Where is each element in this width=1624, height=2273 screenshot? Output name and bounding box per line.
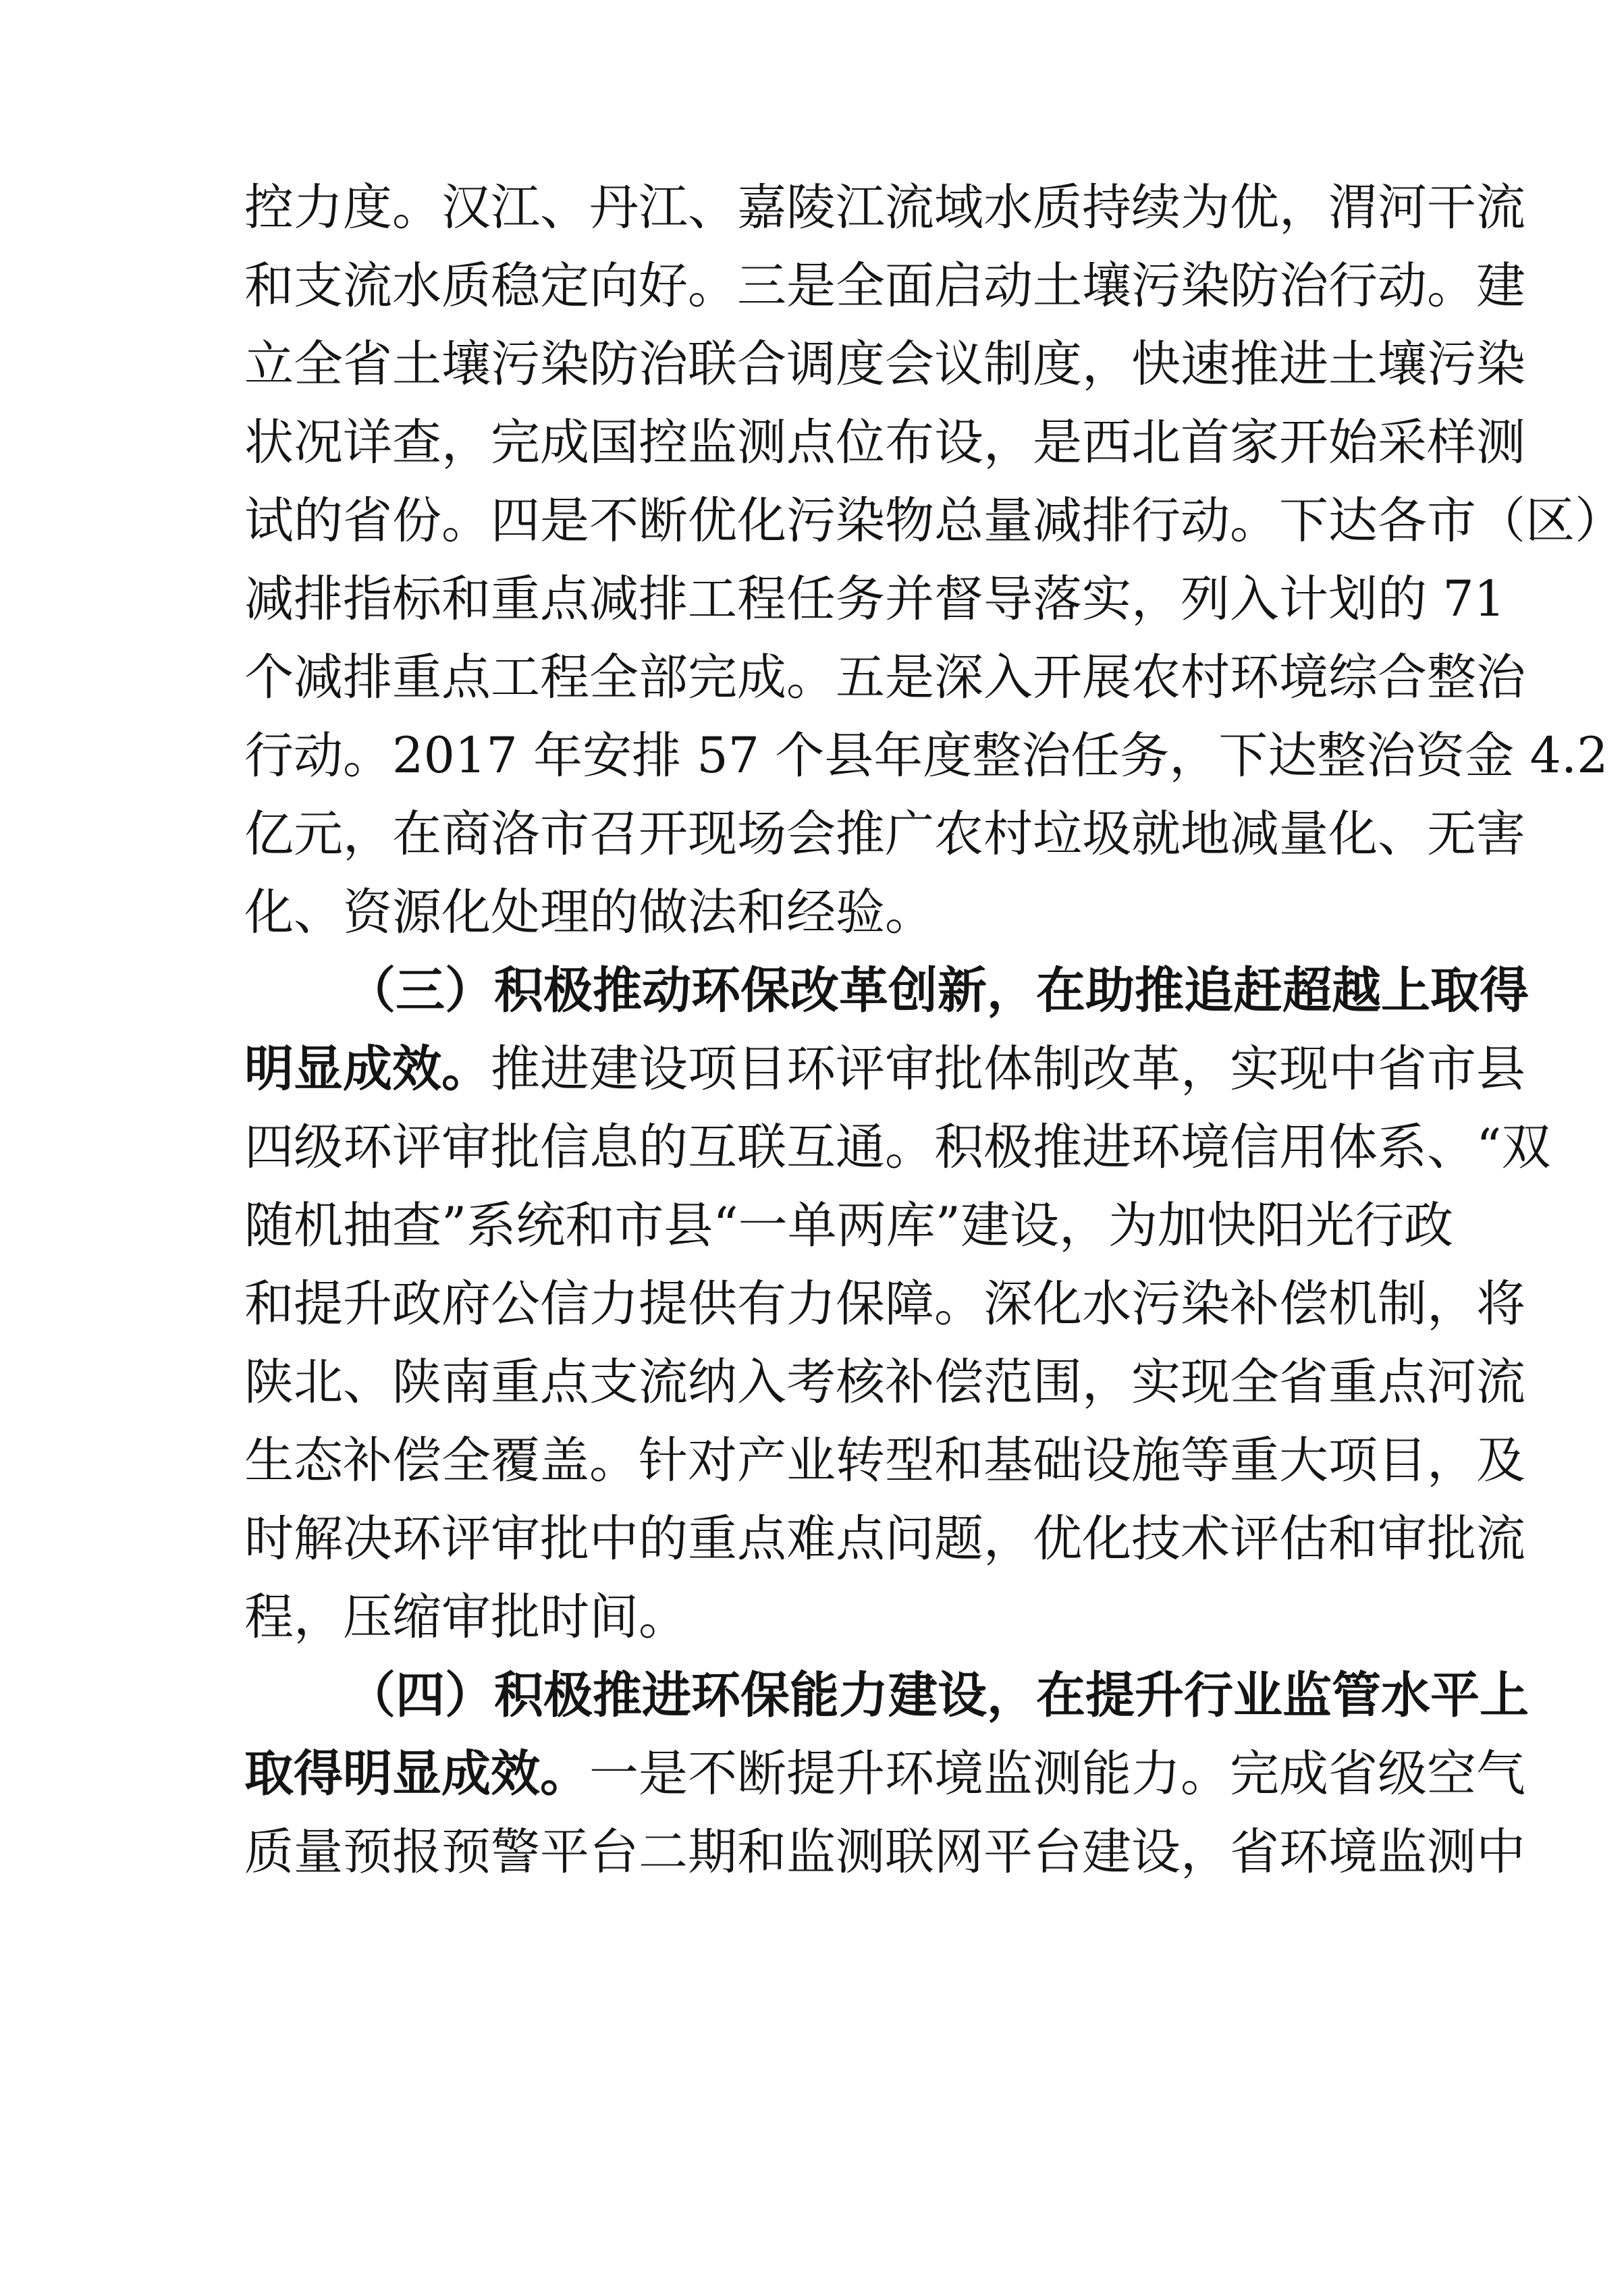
body-line: 试的省份。四是不断优化污染物总量减排行动。下达各市（区） xyxy=(244,492,1624,550)
section-heading: （四）积极推进环保能力建设，在提升行业监管水平上 xyxy=(346,1667,1529,1724)
body-text: 推进建设项目环评审批体制改革，实现中省市县 xyxy=(491,1040,1525,1098)
body-line: 程，压缩审批时间。 xyxy=(244,1588,688,1646)
body-line: 立全省土壤污染防治联合调度会议制度，快速推进土壤污染 xyxy=(244,336,1525,393)
section-heading-tail: 明显成效。 xyxy=(244,1040,491,1098)
section-heading-continuation xyxy=(244,1735,1525,1813)
section-heading: （三）积极推动环保改革创新，在助推追赶超越上取得 xyxy=(346,962,1529,1019)
body-line: 时解决环评审批中的重点难点问题，优化技术评估和审批流 xyxy=(244,1510,1525,1568)
section-heading-continuation xyxy=(244,1030,1525,1108)
body-line: 和支流水质稳定向好。三是全面启动土壤污染防治行动。建 xyxy=(244,257,1525,315)
body-line: 减排指标和重点减排工程任务并督导落实，列入计划的 71 xyxy=(244,570,1506,628)
body-line: 亿元，在商洛市召开现场会推广农村垃圾就地减量化、无害 xyxy=(244,805,1525,863)
body-line: 状况详查，完成国控监测点位布设，是西北首家开始采样测 xyxy=(244,414,1525,471)
body-line: 四级环评审批信息的互联互通。积极推进环境信用体系、“双 xyxy=(244,1119,1551,1176)
body-line: 质量预报预警平台二期和监测联网平台建设，省环境监测中 xyxy=(244,1823,1525,1881)
body-line: 控力度。汉江、丹江、嘉陵江流域水质持续为优，渭河干流 xyxy=(244,179,1525,236)
section-heading-tail: 取得明显成效。 xyxy=(244,1745,589,1802)
body-line: 陕北、陕南重点支流纳入考核补偿范围，实现全省重点河流 xyxy=(244,1354,1525,1411)
body-line: 随机抽查”系统和市县“一单两库”建设，为加快阳光行政 xyxy=(244,1197,1453,1254)
body-line: 个减排重点工程全部完成。五是深入开展农村环境综合整治 xyxy=(244,649,1525,706)
body-line: 行动。2017 年安排 57 个县年度整治任务，下达整治资金 4.2 xyxy=(244,727,1608,784)
body-line: 生态补偿全覆盖。针对产业转型和基础设施等重大项目，及 xyxy=(244,1432,1525,1489)
body-line: 化、资源化处理的做法和经验。 xyxy=(244,884,934,941)
body-text: 一是不断提升环境监测能力。完成省级空气 xyxy=(589,1745,1525,1802)
body-line: 和提升政府公信力提供有力保障。深化水污染补偿机制，将 xyxy=(244,1275,1525,1333)
